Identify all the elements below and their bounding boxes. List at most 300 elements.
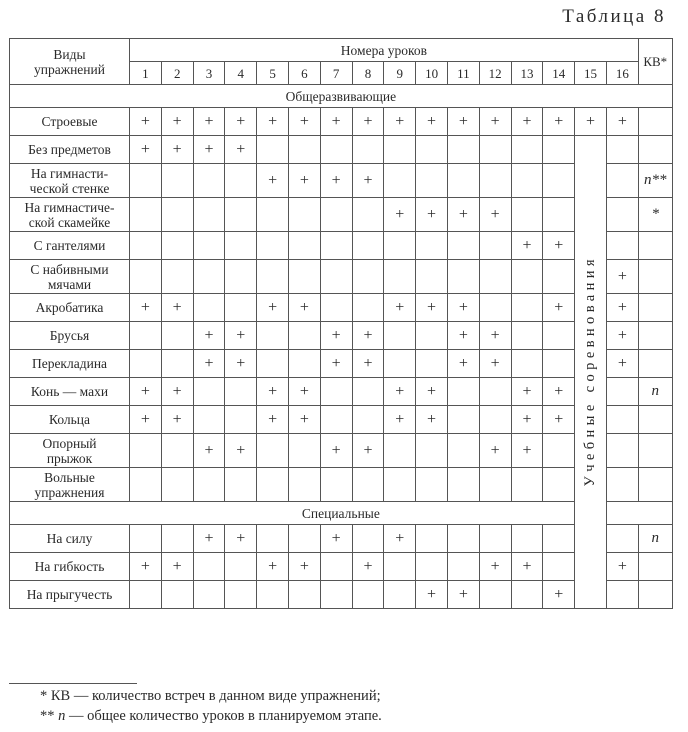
mark-cell — [320, 468, 352, 502]
mark-cell — [447, 164, 479, 198]
exercise-name-line: Опорный — [42, 435, 97, 451]
plus-mark: + — [479, 198, 511, 232]
plus-mark: + — [130, 136, 162, 164]
exercise-row — [10, 136, 673, 164]
mark-cell — [161, 525, 193, 553]
mark-cell — [161, 164, 193, 198]
exercise-name-line: Строевые — [41, 114, 98, 129]
plus-mark: + — [130, 294, 162, 322]
mark-cell — [161, 581, 193, 609]
mark-cell — [320, 406, 352, 434]
plus-mark: + — [384, 198, 416, 232]
kv-cell — [638, 350, 672, 378]
exercise-row — [10, 350, 673, 378]
mark-cell — [257, 198, 289, 232]
mark-cell — [511, 136, 543, 164]
plus-mark: + — [447, 294, 479, 322]
mark-cell — [193, 232, 225, 260]
mark-cell — [447, 553, 479, 581]
mark-cell — [416, 350, 448, 378]
exercise-row — [10, 434, 673, 468]
exercise-name — [10, 164, 130, 198]
lesson-number-14: 14 — [543, 62, 575, 85]
lesson-number-8: 8 — [352, 62, 384, 85]
plus-mark: + — [352, 108, 384, 136]
section-title: Специальные — [10, 502, 673, 525]
plus-mark: + — [479, 350, 511, 378]
plus-mark: + — [606, 108, 638, 136]
footnote-divider — [9, 683, 137, 684]
mark-cell — [130, 434, 162, 468]
exercise-name — [10, 553, 130, 581]
plus-mark: + — [606, 294, 638, 322]
exercise-name-line: ческой стенке — [29, 180, 110, 196]
mark-cell — [161, 468, 193, 502]
mark-cell — [193, 164, 225, 198]
plus-mark: + — [257, 164, 289, 198]
mark-cell — [416, 260, 448, 294]
mark-cell — [384, 350, 416, 378]
plus-mark: + — [288, 108, 320, 136]
plus-mark: + — [352, 553, 384, 581]
mark-cell — [257, 136, 289, 164]
mark-cell — [543, 136, 575, 164]
mark-cell — [130, 581, 162, 609]
exercise-name — [10, 322, 130, 350]
exercise-name — [10, 108, 130, 136]
mark-cell — [384, 434, 416, 468]
mark-cell — [225, 468, 257, 502]
mark-cell — [606, 468, 638, 502]
mark-cell — [447, 378, 479, 406]
plus-mark: + — [320, 525, 352, 553]
kv-cell: * — [638, 198, 672, 232]
mark-cell — [225, 406, 257, 434]
plus-mark: + — [511, 232, 543, 260]
plus-mark: + — [543, 378, 575, 406]
plus-mark: + — [257, 378, 289, 406]
mark-cell — [225, 378, 257, 406]
mark-cell — [416, 164, 448, 198]
mark-cell — [288, 198, 320, 232]
mark-cell — [543, 525, 575, 553]
plus-mark: + — [320, 350, 352, 378]
exercise-types-header — [10, 39, 130, 85]
mark-cell — [130, 468, 162, 502]
competition-column — [575, 136, 607, 609]
footnote-kv: * КВ — количество встреч в данном виде упражнений; — [40, 688, 381, 704]
mark-cell — [257, 322, 289, 350]
lesson-number-5: 5 — [257, 62, 289, 85]
exercise-name-line: На прыгучесть — [26, 587, 113, 602]
plus-mark: + — [320, 108, 352, 136]
plus-mark: + — [193, 108, 225, 136]
mark-cell — [130, 260, 162, 294]
plus-mark: + — [225, 434, 257, 468]
kv-cell — [638, 322, 672, 350]
plus-mark: + — [161, 136, 193, 164]
plus-mark: + — [352, 164, 384, 198]
plus-mark: + — [511, 108, 543, 136]
mark-cell — [288, 350, 320, 378]
plus-mark: + — [352, 350, 384, 378]
exercise-name — [10, 350, 130, 378]
mark-cell — [130, 232, 162, 260]
mark-cell — [130, 322, 162, 350]
mark-cell — [479, 260, 511, 294]
plus-mark: + — [161, 378, 193, 406]
plus-mark: + — [606, 553, 638, 581]
mark-cell — [416, 434, 448, 468]
exercise-name-line: Акробатика — [35, 300, 104, 315]
plus-mark: + — [288, 294, 320, 322]
mark-cell — [606, 378, 638, 406]
mark-cell — [479, 294, 511, 322]
lesson-number-16: 16 — [606, 62, 638, 85]
plus-mark: + — [543, 108, 575, 136]
plus-mark: + — [193, 525, 225, 553]
mark-cell — [543, 434, 575, 468]
lesson-number-15: 15 — [575, 62, 607, 85]
mark-cell — [288, 136, 320, 164]
exercise-name-line: мячами — [47, 276, 92, 292]
plus-mark: + — [606, 260, 638, 294]
plus-mark: + — [257, 108, 289, 136]
kv-cell — [638, 434, 672, 468]
plus-mark: + — [130, 553, 162, 581]
exercise-name-line: На силу — [46, 531, 93, 546]
mark-cell — [193, 260, 225, 294]
plus-mark: + — [225, 525, 257, 553]
mark-cell — [161, 322, 193, 350]
plus-mark: + — [161, 553, 193, 581]
plus-mark: + — [416, 294, 448, 322]
mark-cell — [352, 581, 384, 609]
exercise-name — [10, 581, 130, 609]
mark-cell — [384, 468, 416, 502]
mark-cell — [543, 198, 575, 232]
mark-cell — [416, 232, 448, 260]
exercise-name — [10, 406, 130, 434]
plus-mark: + — [161, 294, 193, 322]
mark-cell — [130, 164, 162, 198]
exercise-name — [10, 434, 130, 468]
mark-cell — [352, 232, 384, 260]
mark-cell — [543, 350, 575, 378]
plus-mark: + — [416, 378, 448, 406]
mark-cell — [352, 136, 384, 164]
plus-mark: + — [416, 406, 448, 434]
mark-cell — [479, 136, 511, 164]
kv-header: КВ* — [638, 39, 672, 85]
kv-cell — [638, 553, 672, 581]
mark-cell — [384, 232, 416, 260]
mark-cell — [511, 322, 543, 350]
footnote-n-text: ** n — общее количество уроков в планируемом этапе. — [40, 708, 382, 724]
mark-cell — [447, 434, 479, 468]
mark-cell — [543, 164, 575, 198]
plus-mark: + — [479, 553, 511, 581]
mark-cell — [511, 198, 543, 232]
lesson-plan-table — [9, 38, 673, 609]
mark-cell — [257, 260, 289, 294]
plus-mark: + — [543, 406, 575, 434]
mark-cell — [130, 198, 162, 232]
lesson-number-6: 6 — [288, 62, 320, 85]
mark-cell — [288, 260, 320, 294]
plus-mark: + — [193, 322, 225, 350]
plus-mark: + — [225, 136, 257, 164]
table-title: Таблица 8 — [562, 6, 666, 27]
mark-cell — [479, 164, 511, 198]
exercise-row — [10, 378, 673, 406]
exercise-row — [10, 525, 673, 553]
kv-cell: n — [638, 378, 672, 406]
plus-mark: + — [257, 553, 289, 581]
mark-cell — [384, 260, 416, 294]
mark-cell — [352, 468, 384, 502]
mark-cell — [511, 525, 543, 553]
plus-mark: + — [384, 406, 416, 434]
plus-mark: + — [288, 553, 320, 581]
plus-mark: + — [130, 406, 162, 434]
exercise-types-header-line1: Виды — [53, 46, 86, 62]
exercise-row — [10, 232, 673, 260]
plus-mark: + — [543, 581, 575, 609]
mark-cell — [416, 525, 448, 553]
plus-mark: + — [257, 294, 289, 322]
exercise-name — [10, 232, 130, 260]
exercise-row — [10, 294, 673, 322]
kv-cell — [638, 581, 672, 609]
mark-cell — [288, 525, 320, 553]
kv-cell — [638, 108, 672, 136]
exercise-name — [10, 260, 130, 294]
lesson-number-3: 3 — [193, 62, 225, 85]
exercise-name-line: Без предметов — [28, 142, 111, 157]
mark-cell — [225, 581, 257, 609]
kv-cell — [638, 136, 672, 164]
kv-cell: n** — [638, 164, 672, 198]
mark-cell — [225, 164, 257, 198]
exercise-name — [10, 136, 130, 164]
plus-mark: + — [416, 108, 448, 136]
plus-mark: + — [288, 378, 320, 406]
competition-label: Учебные соревнования — [582, 254, 599, 487]
mark-cell — [479, 525, 511, 553]
mark-cell — [320, 260, 352, 294]
mark-cell — [479, 232, 511, 260]
kv-cell — [638, 260, 672, 294]
plus-mark: + — [130, 108, 162, 136]
exercise-name-line: На гибкость — [34, 559, 105, 574]
exercise-row — [10, 553, 673, 581]
lesson-number-9: 9 — [384, 62, 416, 85]
section-row — [10, 502, 673, 525]
mark-cell — [193, 406, 225, 434]
mark-cell — [384, 136, 416, 164]
exercise-name — [10, 294, 130, 322]
lesson-number-1: 1 — [130, 62, 162, 85]
exercise-row — [10, 164, 673, 198]
lesson-number-11: 11 — [447, 62, 479, 85]
exercise-row — [10, 198, 673, 232]
lesson-number-2: 2 — [161, 62, 193, 85]
mark-cell — [606, 434, 638, 468]
mark-cell — [257, 434, 289, 468]
mark-cell — [447, 260, 479, 294]
plus-mark: + — [511, 553, 543, 581]
mark-cell — [606, 525, 638, 553]
mark-cell — [479, 378, 511, 406]
mark-cell — [257, 350, 289, 378]
exercise-name-line: прыжок — [46, 450, 93, 466]
mark-cell — [257, 468, 289, 502]
plus-mark: + — [161, 406, 193, 434]
plus-mark: + — [575, 108, 607, 136]
mark-cell — [257, 581, 289, 609]
mark-cell — [606, 581, 638, 609]
lesson-numbers-header: Номера уроков — [130, 39, 639, 62]
mark-cell — [257, 525, 289, 553]
mark-cell — [161, 434, 193, 468]
plus-mark: + — [543, 294, 575, 322]
mark-cell — [320, 378, 352, 406]
mark-cell — [225, 198, 257, 232]
mark-cell — [161, 350, 193, 378]
plus-mark: + — [384, 525, 416, 553]
mark-cell — [320, 294, 352, 322]
plus-mark: + — [352, 322, 384, 350]
plus-mark: + — [384, 108, 416, 136]
exercise-name-line: На гимнасти- — [30, 165, 109, 181]
mark-cell — [130, 350, 162, 378]
lesson-number-12: 12 — [479, 62, 511, 85]
mark-cell — [416, 322, 448, 350]
mark-cell — [447, 468, 479, 502]
mark-cell — [225, 232, 257, 260]
exercise-row — [10, 581, 673, 609]
mark-cell — [193, 553, 225, 581]
mark-cell — [161, 198, 193, 232]
kv-cell — [638, 232, 672, 260]
exercise-row — [10, 322, 673, 350]
plus-mark: + — [288, 406, 320, 434]
plus-mark: + — [193, 434, 225, 468]
mark-cell — [479, 581, 511, 609]
mark-cell — [511, 581, 543, 609]
plus-mark: + — [193, 350, 225, 378]
exercise-row — [10, 406, 673, 434]
mark-cell — [447, 232, 479, 260]
mark-cell — [288, 434, 320, 468]
exercise-name-line: упражнения — [34, 484, 105, 500]
mark-cell — [193, 198, 225, 232]
mark-cell — [257, 232, 289, 260]
mark-cell — [606, 164, 638, 198]
mark-cell — [193, 581, 225, 609]
plus-mark: + — [543, 232, 575, 260]
mark-cell — [606, 136, 638, 164]
mark-cell — [352, 378, 384, 406]
footnote-n — [40, 708, 382, 725]
exercise-row — [10, 468, 673, 502]
mark-cell — [543, 553, 575, 581]
exercise-name-line: Конь — махи — [30, 384, 109, 399]
mark-cell — [193, 468, 225, 502]
mark-cell — [130, 525, 162, 553]
plus-mark: + — [479, 322, 511, 350]
plus-mark: + — [320, 164, 352, 198]
mark-cell — [320, 553, 352, 581]
exercise-row — [10, 108, 673, 136]
plus-mark: + — [447, 350, 479, 378]
plus-mark: + — [606, 350, 638, 378]
mark-cell — [193, 378, 225, 406]
exercise-name-line: С гантелями — [33, 238, 106, 253]
mark-cell — [384, 553, 416, 581]
mark-cell — [511, 164, 543, 198]
mark-cell — [543, 322, 575, 350]
mark-cell — [288, 322, 320, 350]
mark-cell — [352, 260, 384, 294]
plus-mark: + — [225, 108, 257, 136]
mark-cell — [225, 294, 257, 322]
plus-mark: + — [320, 322, 352, 350]
mark-cell — [543, 260, 575, 294]
plus-mark: + — [606, 322, 638, 350]
plus-mark: + — [511, 434, 543, 468]
mark-cell — [161, 260, 193, 294]
mark-cell — [161, 232, 193, 260]
exercise-name-line: Кольца — [48, 412, 90, 427]
plus-mark: + — [257, 406, 289, 434]
mark-cell — [447, 406, 479, 434]
mark-cell — [384, 322, 416, 350]
exercise-types-header-line2: упражнений — [34, 61, 105, 77]
plus-mark: + — [130, 378, 162, 406]
mark-cell — [511, 294, 543, 322]
plus-mark: + — [161, 108, 193, 136]
lesson-number-4: 4 — [225, 62, 257, 85]
lesson-number-13: 13 — [511, 62, 543, 85]
plus-mark: + — [320, 434, 352, 468]
kv-cell — [638, 294, 672, 322]
plus-mark: + — [511, 406, 543, 434]
exercise-name-line: С набивными — [30, 261, 109, 277]
exercise-name-line: На гимнастиче- — [24, 199, 115, 215]
mark-cell — [384, 581, 416, 609]
mark-cell — [416, 136, 448, 164]
mark-cell — [447, 136, 479, 164]
lesson-number-7: 7 — [320, 62, 352, 85]
plus-mark: + — [384, 294, 416, 322]
exercise-name-line: Брусья — [49, 328, 90, 343]
mark-cell — [288, 581, 320, 609]
mark-cell — [352, 525, 384, 553]
plus-mark: + — [225, 322, 257, 350]
exercise-name — [10, 378, 130, 406]
mark-cell — [352, 406, 384, 434]
mark-cell — [606, 198, 638, 232]
mark-cell — [511, 350, 543, 378]
mark-cell — [320, 232, 352, 260]
plus-mark: + — [479, 108, 511, 136]
mark-cell — [288, 232, 320, 260]
exercise-name — [10, 198, 130, 232]
mark-cell — [511, 468, 543, 502]
mark-cell — [511, 260, 543, 294]
